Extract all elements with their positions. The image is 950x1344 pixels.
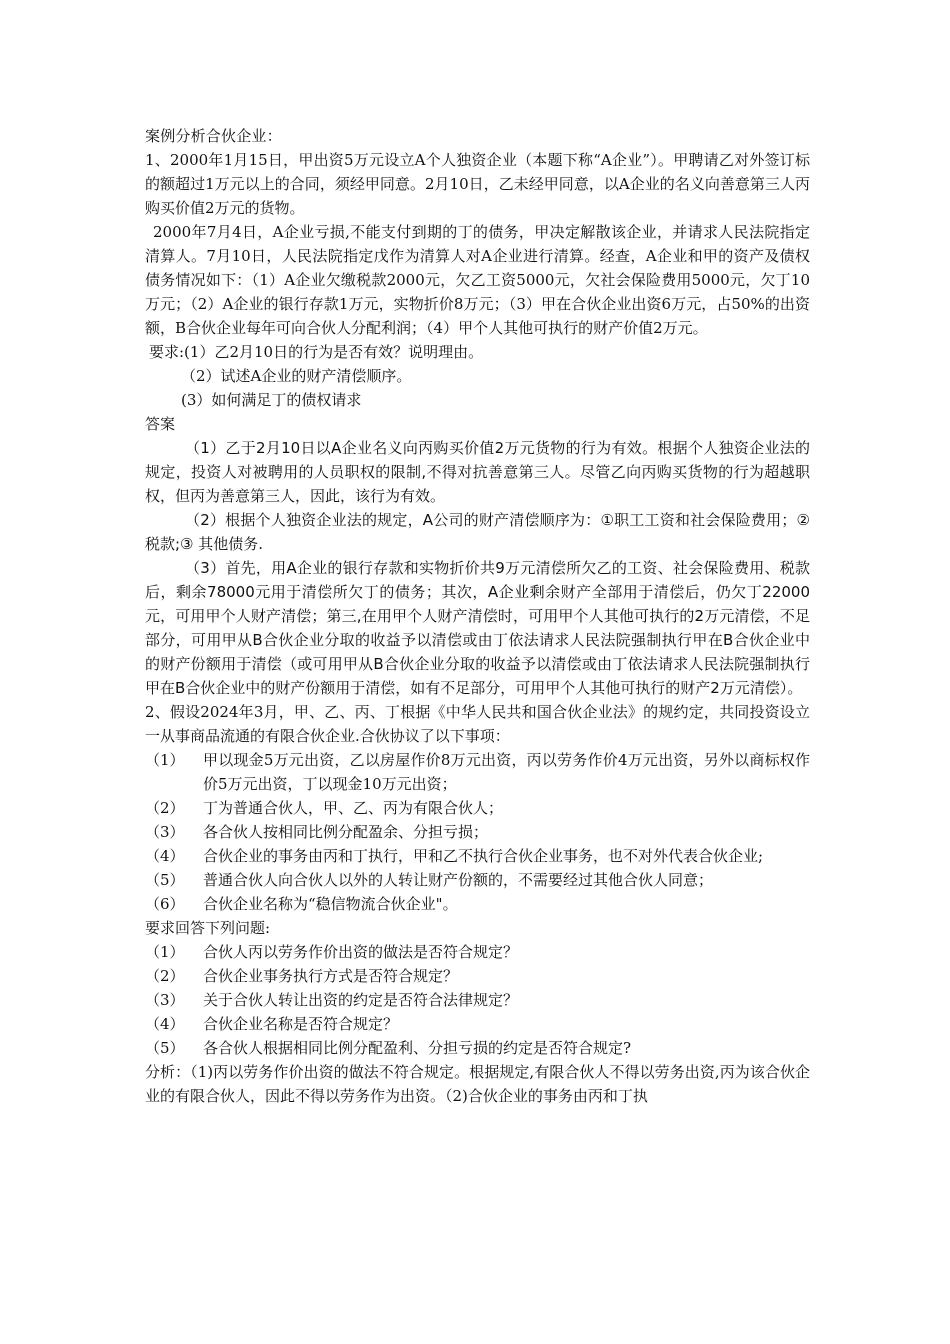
answer-1: （1）乙于2月10日以A企业名义向丙购买价值2万元货物的行为有效。根据个人独资企业法的规定，投资人对被聘用的人员职权的限制,不得对抗善意第三人。尽管乙向丙购买货物的行为超越职权，但丙为善意第三人，因此，该行为有效。 [145,439,810,505]
list-item [145,892,810,916]
list-text: 丁为普通合伙人，甲、乙、丙为有限合伙人； [203,799,504,817]
list-number: （4） [145,847,185,865]
list-number: （6） [145,895,185,913]
list-item [145,868,810,892]
list-text: 甲以现金5万元出资，乙以房屋作价8万元出资，丙以劳务作价4万元出资，另外以商标权作价5万元出资，丁以现金10万元出资； [203,751,810,793]
list-text: 普通合伙人向合伙人以外的人转让财产份额的，不需要经过其他合伙人同意； [203,871,714,889]
case1-requirement-2: （2）试述A企业的财产清偿顺序。 [181,367,412,385]
list-item [145,940,810,964]
list-number: （1） [145,943,185,961]
answer-2: （2）根据个人独资企业法的规定，A公司的财产清偿顺序为：①职工工资和社会保险费用；②税款;③ 其他债务. [145,511,810,553]
answer-3: （3）首先，用A企业的银行存款和实物折价共9万元清偿所欠乙的工资、社会保险费用、税款后，剩余78000元用于清偿所欠丁的债务；其次，A企业剩余财产全部用于清偿后，仍欠丁22000元，可用甲个人财产清偿；第三,在用甲个人财产清偿时，可用甲个人其他可执行的2万元清偿，不足部分，可用甲从B合伙企业分取的收益予以清偿或由丁依法请求人民法院强制执行甲在B合伙企业中的财产份额用于清偿（或可用甲从B合伙企业分取的收益予以清偿或由丁依法请求人民法院强制执行甲在B合伙企业中的财产份额用于清偿，如有不足部分，可用甲个人其他可执行的财产2万元清偿）。 [145,559,810,697]
list-item [145,820,810,844]
list-number: （5） [145,871,185,889]
case2-question-list [145,940,810,1060]
list-text: 合伙企业名称是否符合规定？ [203,1015,399,1033]
list-number: （1） [145,751,185,769]
answer-label: 答案 [145,415,176,433]
list-number: （5） [145,1039,185,1057]
list-item [145,796,810,820]
list-text: 合伙人丙以劳务作价出资的做法是否符合规定？ [203,943,519,961]
case1-requirement-3: (3）如何满足丁的债权请求 [181,391,362,409]
heading: 案例分析合伙企业： [145,127,282,145]
list-item [145,988,810,1012]
list-item [145,1036,810,1060]
case2-intro: 2、假设2024年3月，甲、乙、丙、丁根据《中华人民共和国合伙企业法》的规约定，共同投资设立一从事商品流通的有限合伙企业.合伙协议了以下事项： [145,703,810,745]
case2-analysis: 分析：（1)丙以劳务作价出资的做法不符合规定。根据规定,有限合伙人不得以劳务出资,丙为该合伙企业的有限合伙人，因此不得以劳务作为出资。（2)合伙企业的事务由丙和丁执 [145,1063,810,1105]
list-number: （3） [145,991,185,1009]
list-text: 各合伙人按相同比例分配盈余、分担亏损； [203,823,489,841]
case1-paragraph-2: 2000年7月4日，A企业亏损,不能支付到期的丁的债务，甲决定解散该企业，并请求人民法院指定清算人。7月10日，人民法院指定戊作为清算人对A企业进行清算。经查，A企业和甲的资产及债权债务情况如下：（1）A企业欠缴税款2000元，欠乙工资5000元，欠社会保险费用5000元，欠丁10万元；（2）A企业的银行存款1万元，实物折价8万元；（3）甲在合伙企业出资6万元，占50%的出资额，B合伙企业每年可向合伙人分配利润；（4）甲个人其他可执行的财产价值2万元。 [145,223,810,337]
list-item [145,748,810,796]
case1-requirement-1: 要求:(1）乙2月10日的行为是否有效？说明理由。 [149,343,484,361]
list-item [145,1012,810,1036]
list-text: 合伙企业事务执行方式是否符合规定？ [203,967,459,985]
list-item [145,844,810,868]
list-item [145,964,810,988]
document-body [145,124,810,1108]
case2-question-intro: 要求回答下列问题: [145,919,271,937]
list-number: （2） [145,799,185,817]
list-number: （3） [145,823,185,841]
list-number: （4） [145,1015,185,1033]
case2-agreement-list [145,748,810,916]
case1-paragraph-1: 1、2000年1月15日，甲出资5万元设立A个人独资企业（本题下称“A企业”）。甲聘请乙对外签订标的额超过1万元以上的合同，须经甲同意。2月10日，乙未经甲同意，以A企业的名义向善意第三人丙购买价值2万元的货物。 [145,151,810,217]
list-text: 各合伙人根据相同比例分配盈利、分担亏损的约定是否符合规定? [203,1039,632,1057]
list-text: 合伙企业的事务由丙和丁执行，甲和乙不执行合伙企业事务，也不对外代表合伙企业; [203,847,764,865]
list-number: （2） [145,967,185,985]
list-text: 关于合伙人转让出资的约定是否符合法律规定？ [203,991,519,1009]
list-text: 合伙企业名称为“稳信物流合伙企业"。 [203,895,458,913]
